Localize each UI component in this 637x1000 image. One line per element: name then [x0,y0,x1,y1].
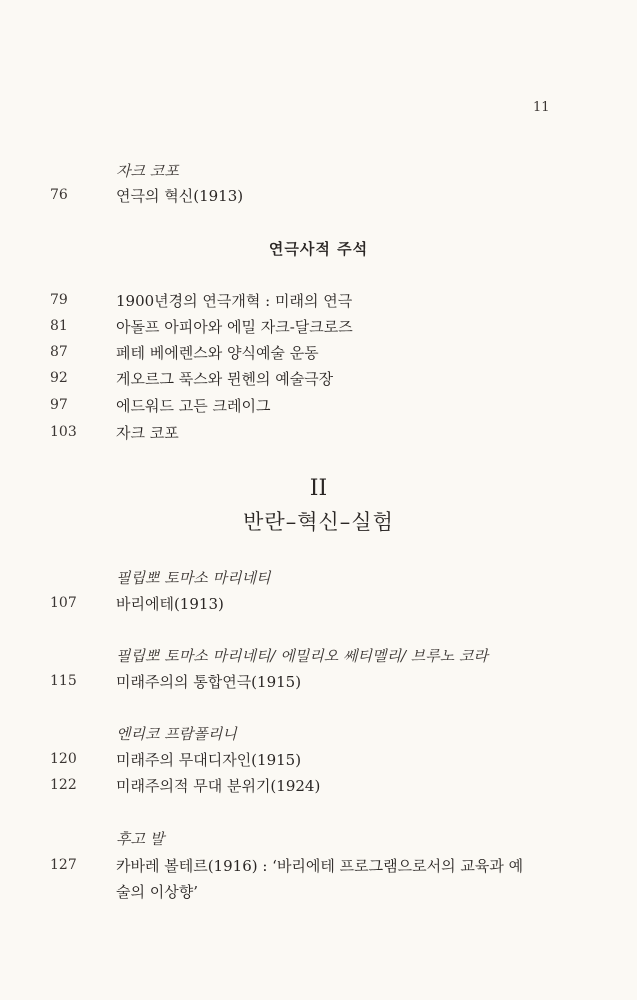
entry-page-number: 107 [50,595,77,611]
toc-entry [0,318,637,342]
entry-title: 바리에테(1913) [116,595,224,613]
entry-title: 1900년경의 연극개혁 : 미래의 연극 [116,292,353,310]
toc-entry [0,595,637,619]
toc-entry [0,344,637,368]
toc-entry [0,397,637,421]
entry-title: 게오르그 푹스와 뮌헨의 예술극장 [116,370,334,388]
entry-page-number: 76 [50,187,68,203]
entry-title: 연극의 혁신(1913) [116,187,244,205]
entry-page-number: 81 [50,318,68,334]
entry-page-number: 115 [50,673,77,689]
part-numeral: II [309,476,328,501]
entry-title: 아돌프 아피아와 에밀 자크-달크로즈 [116,318,353,336]
toc-entry [0,292,637,316]
entry-title: 미래주의의 통합연극(1915) [116,673,302,691]
toc-entry [0,187,637,211]
section-heading: 연극사적 주석 [268,240,369,258]
page-number: 11 [533,100,550,115]
entry-page-number: 97 [50,397,68,413]
entry-title: 미래주의적 무대 분위기(1924) [116,777,321,795]
toc-entry [0,777,637,801]
toc-entry [0,673,637,697]
entry-title: 자크 코포 [116,424,179,442]
toc-entry [0,424,637,448]
entry-page-number: 103 [50,424,77,440]
author-name: 필립뽀 토마소 마리네티 [116,569,271,587]
toc-entry [0,370,637,394]
author-name: 필립뽀 토마소 마리네티/ 에밀리오 쎄티멜리/ 브루노 코라 [116,647,488,665]
entry-page-number: 127 [50,857,77,873]
entry-title: 카바레 볼테르(1916) : ‘바리에테 프로그램으로서의 교육과 예술의 이상향’ [116,857,524,901]
author-name: 엔리코 프람폴리니 [116,725,237,743]
entry-page-number: 92 [50,370,68,386]
entry-page-number: 87 [50,344,68,360]
entry-page-number: 120 [50,751,77,767]
author-name: 후고 발 [116,830,165,848]
entry-page-number: 122 [50,777,77,793]
toc-entry [0,751,637,775]
entry-page-number: 79 [50,292,68,308]
author-name: 자크 코포 [116,162,179,180]
entry-title: 페테 베에렌스와 양식예술 운동 [116,344,319,362]
toc-entry [0,857,637,907]
entry-title: 미래주의 무대디자인(1915) [116,751,302,769]
entry-title: 에드워드 고든 크레이그 [116,397,271,415]
part-title: 반란–혁신–실험 [243,510,394,534]
